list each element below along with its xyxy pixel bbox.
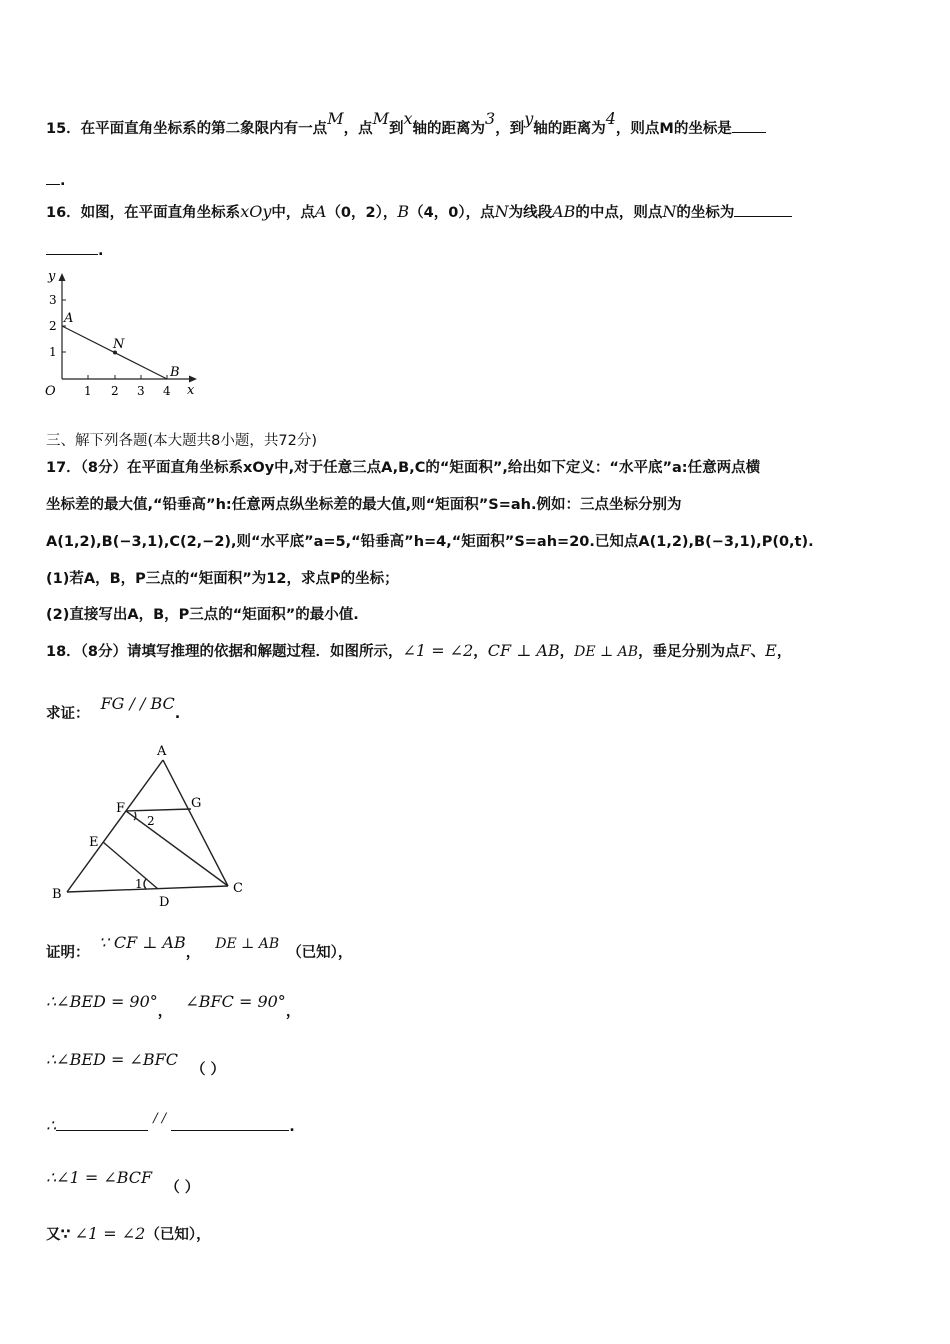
point-d-label: D: [159, 895, 170, 910]
point-n-label: N: [113, 337, 125, 352]
point-e-label: E: [89, 835, 99, 850]
y-tick-label: 2: [49, 319, 57, 333]
point-g-label: G: [191, 796, 202, 811]
side-ac: [163, 760, 228, 886]
reason-blank[interactable]: （ ）: [191, 1062, 226, 1078]
proof-line-6: 又∵ ∠1 = ∠2（已知），: [46, 1224, 211, 1243]
y-axis-label: y: [48, 269, 56, 284]
point-a-label: A: [64, 311, 74, 326]
question-17-part-2: (2)直接写出A，B，P三点的“矩面积”的最小值.: [46, 607, 359, 623]
answer-blank[interactable]: [46, 240, 98, 255]
vertex-a-label: A: [157, 744, 167, 759]
proof-line-1: 证明： ∵ CF ⊥ AB， DE ⊥ AB（已知），: [46, 933, 353, 961]
answer-blank[interactable]: [56, 1116, 148, 1131]
angle-2-arc: [134, 812, 136, 820]
proof-line-3: ∴∠BED = ∠BFC （ ）: [46, 1050, 226, 1078]
question-17-line-1: 17．（8分）在平面直角坐标系xOy中,对于任意三点A,B,C的“矩面积”,给出如下定义：“水平底”a:任意两点横: [46, 460, 761, 476]
x-axis-arrow: [189, 376, 197, 383]
x-tick-label: 3: [137, 384, 145, 398]
question-16-continuation: .: [46, 240, 104, 259]
vertex-b-label: B: [52, 887, 62, 902]
segment-ed: [103, 842, 158, 889]
x-axis-label: x: [187, 383, 195, 398]
angle-2-label: 2: [147, 814, 155, 828]
question-15: 15．在平面直角坐标系的第二象限内有一点M，点M到x轴的距离为3，到y轴的距离为4，则点M的坐标是: [46, 117, 766, 138]
question-18-prove: 求证： FG / / BC.: [46, 694, 181, 722]
coordinate-graph: [40, 268, 210, 400]
answer-blank[interactable]: [46, 170, 60, 185]
question-16: 16．如图，在平面直角坐标系xOy中，点A（0，2），B（4，0），点N为线段AB的中点，则点N的坐标为: [46, 201, 792, 222]
answer-blank[interactable]: [732, 118, 766, 133]
point-b-label: B: [170, 365, 180, 380]
point-f-label: F: [116, 801, 126, 816]
side-bc: [67, 886, 228, 892]
proof-line-5: ∴∠1 = ∠BCF （ ）: [46, 1168, 200, 1196]
question-15-continuation: .: [46, 170, 66, 189]
question-17-part-1: (1)若A，B，P三点的“矩面积”为12，求点P的坐标；: [46, 571, 399, 587]
origin-label: O: [45, 384, 56, 399]
triangle-diagram: [50, 740, 250, 912]
y-tick-label: 3: [49, 293, 57, 307]
question-17-line-3: A(1,2),B(−3,1),C(2,−2),则“水平底”a=5,“铅垂高”h=4,“矩面积”S=ah=20.已知点A(1,2),B(−3,1),P(0,t).: [46, 534, 814, 550]
x-tick-label: 1: [84, 384, 92, 398]
y-axis-arrow: [59, 273, 66, 281]
question-17-line-2: 坐标差的最大值,“铅垂高”h:任意两点纵坐标差的最大值,则“矩面积”S=ah.例如：三点坐标分别为: [46, 497, 682, 513]
angle-1-arc: [144, 879, 146, 889]
x-tick-label: 4: [163, 384, 171, 398]
answer-blank[interactable]: [171, 1116, 289, 1131]
vertex-c-label: C: [233, 881, 243, 896]
question-18: 18．（8分）请填写推理的依据和解题过程．如图所示，∠1 = ∠2，CF ⊥ AB，DE ⊥ AB，垂足分别为点F、E，: [46, 641, 792, 660]
proof-line-2: ∴∠BED = 90°， ∠BFC = 90°，: [46, 992, 301, 1020]
section-title: 三、解下列各题(本大题共8小题，共72分): [46, 433, 317, 449]
angle-1-label: 1: [135, 877, 143, 891]
proof-line-4: ∴ / / .: [46, 1111, 295, 1135]
x-tick-label: 2: [111, 384, 119, 398]
answer-blank[interactable]: [734, 202, 792, 217]
y-tick-label: 1: [49, 345, 57, 359]
segment-fg: [126, 809, 191, 811]
reason-blank[interactable]: （ ）: [165, 1180, 200, 1196]
